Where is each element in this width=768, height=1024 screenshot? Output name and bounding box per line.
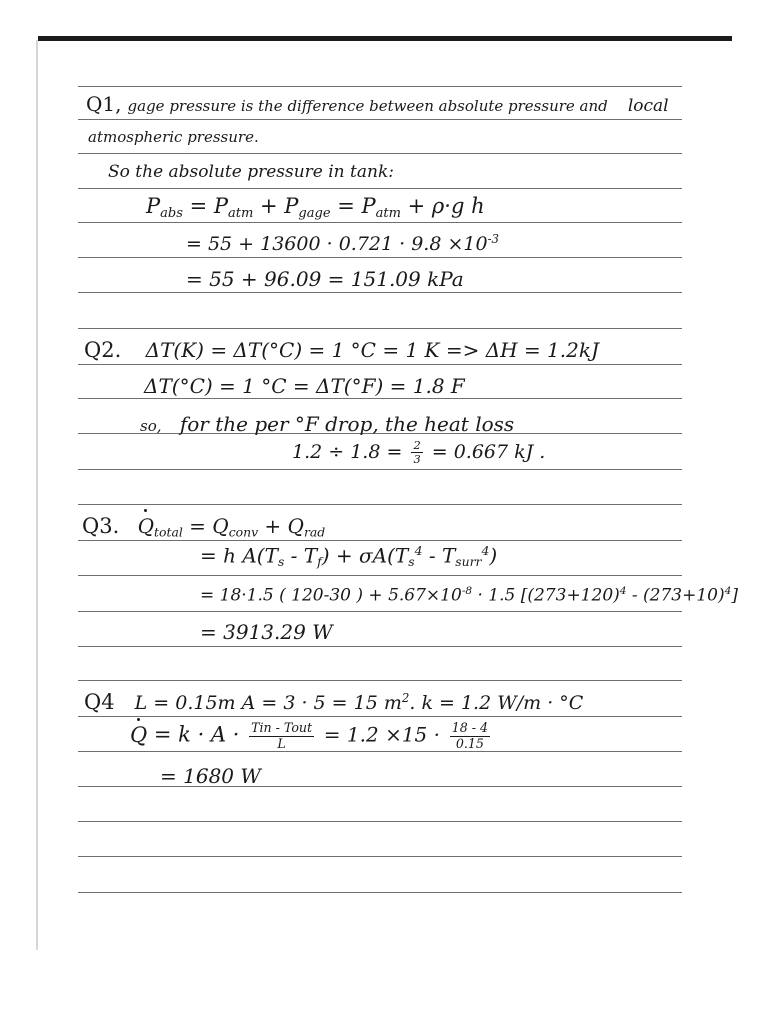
q2-line-3: so, for the per °F drop, the heat loss [140,412,515,436]
q4-fraction-temps: $\frac{\text{Tin - Tout}}{L}$ [251,720,313,751]
q4-equation-1: Q = k · A · $\frac{\text{Tin - Tout}}{L}$ = 1.2 ×15 · $\frac{18 - 4}{0.15}$ [130,720,488,751]
q3-equation-2: = h $A(T_s - T_f) + \sigma A(T_s^4 - T_{surr}^4)$ [200,543,498,570]
q1-definition-text: gage pressure is the difference between absolute pressure and [127,97,608,115]
q2-label: Q2. [84,338,122,362]
ruled-line [78,716,682,717]
ruled-line [78,119,682,120]
q4-equation-2: = 1680 W [160,764,261,788]
q4-line-1: Q4 L = 0.15m A = 3 · 5 = 15 $m^2$. k = 1.2 W/m · °C [84,690,584,714]
q3-label: Q3. [82,514,120,538]
q1-line-1 [86,92,669,116]
ruled-line [78,257,682,258]
page-left-edge [36,40,38,950]
ruled-line [78,292,682,293]
q4-label: Q4 [84,690,115,714]
q2-line-4: 1.2 ÷ 1.8 = $\frac{2}{3}$ = 0.667 kJ . [292,438,546,467]
ruled-line [78,611,682,612]
q4-fraction-values: $\frac{18 - 4}{0.15}$ [451,720,488,751]
ruled-line [78,856,682,857]
ruled-line [78,540,682,541]
ruled-line [78,398,682,399]
ruled-line [78,892,682,893]
ruled-line [78,153,682,154]
q1-line-3: So the absolute pressure in tank: [108,162,394,182]
q1-line-2: atmospheric pressure. [88,128,259,146]
ruled-line [78,751,682,752]
q2-fraction: $\frac{2}{3}$ [413,438,421,467]
ruled-line [78,504,682,505]
q1-equation-2: = $55 + 13600 \cdot 0.721 \cdot 9.8 \times 10^{-3}$ [186,232,500,256]
ruled-line [78,364,682,365]
ruled-line [78,575,682,576]
ruled-line [78,821,682,822]
ruled-line [78,188,682,189]
ruled-line [78,646,682,647]
q2-line-1: Q2. ΔT(K) = ΔT(°C) = 1 °C = 1 K => ΔH = 1.2kJ [84,338,600,362]
q1-definition-text-end: local [627,96,669,116]
q1-label: Q1, [86,92,122,116]
ruled-line [78,469,682,470]
ruled-line [78,222,682,223]
ruled-line [78,86,682,87]
q2-line-2: ΔT(°C) = 1 °C = ΔT(°F) = 1.8 F [144,374,465,398]
q1-equation-3: = 55 + 96.09 = 151.09 kPa [186,267,464,291]
page-top-edge [38,36,732,41]
ruled-line [78,680,682,681]
q3-equation-1: Q3. $Q_{total} = Q_{conv} + Q_{rad}$ [82,514,326,540]
q3-equation-4: = 3913.29 W [200,620,333,644]
ruled-line [78,328,682,329]
q3-equation-3: = 18·1.5 ( 120-30 ) + $5.67\times 10^{-8} \cdot 1.5$ $[(273+120)^4 - (273+10)^4]$ [200,585,738,606]
q1-equation-1: $P_{abs} = P_{atm} + P_{gage} = P_{atm} + \rho\cdot g$ h [146,194,485,221]
